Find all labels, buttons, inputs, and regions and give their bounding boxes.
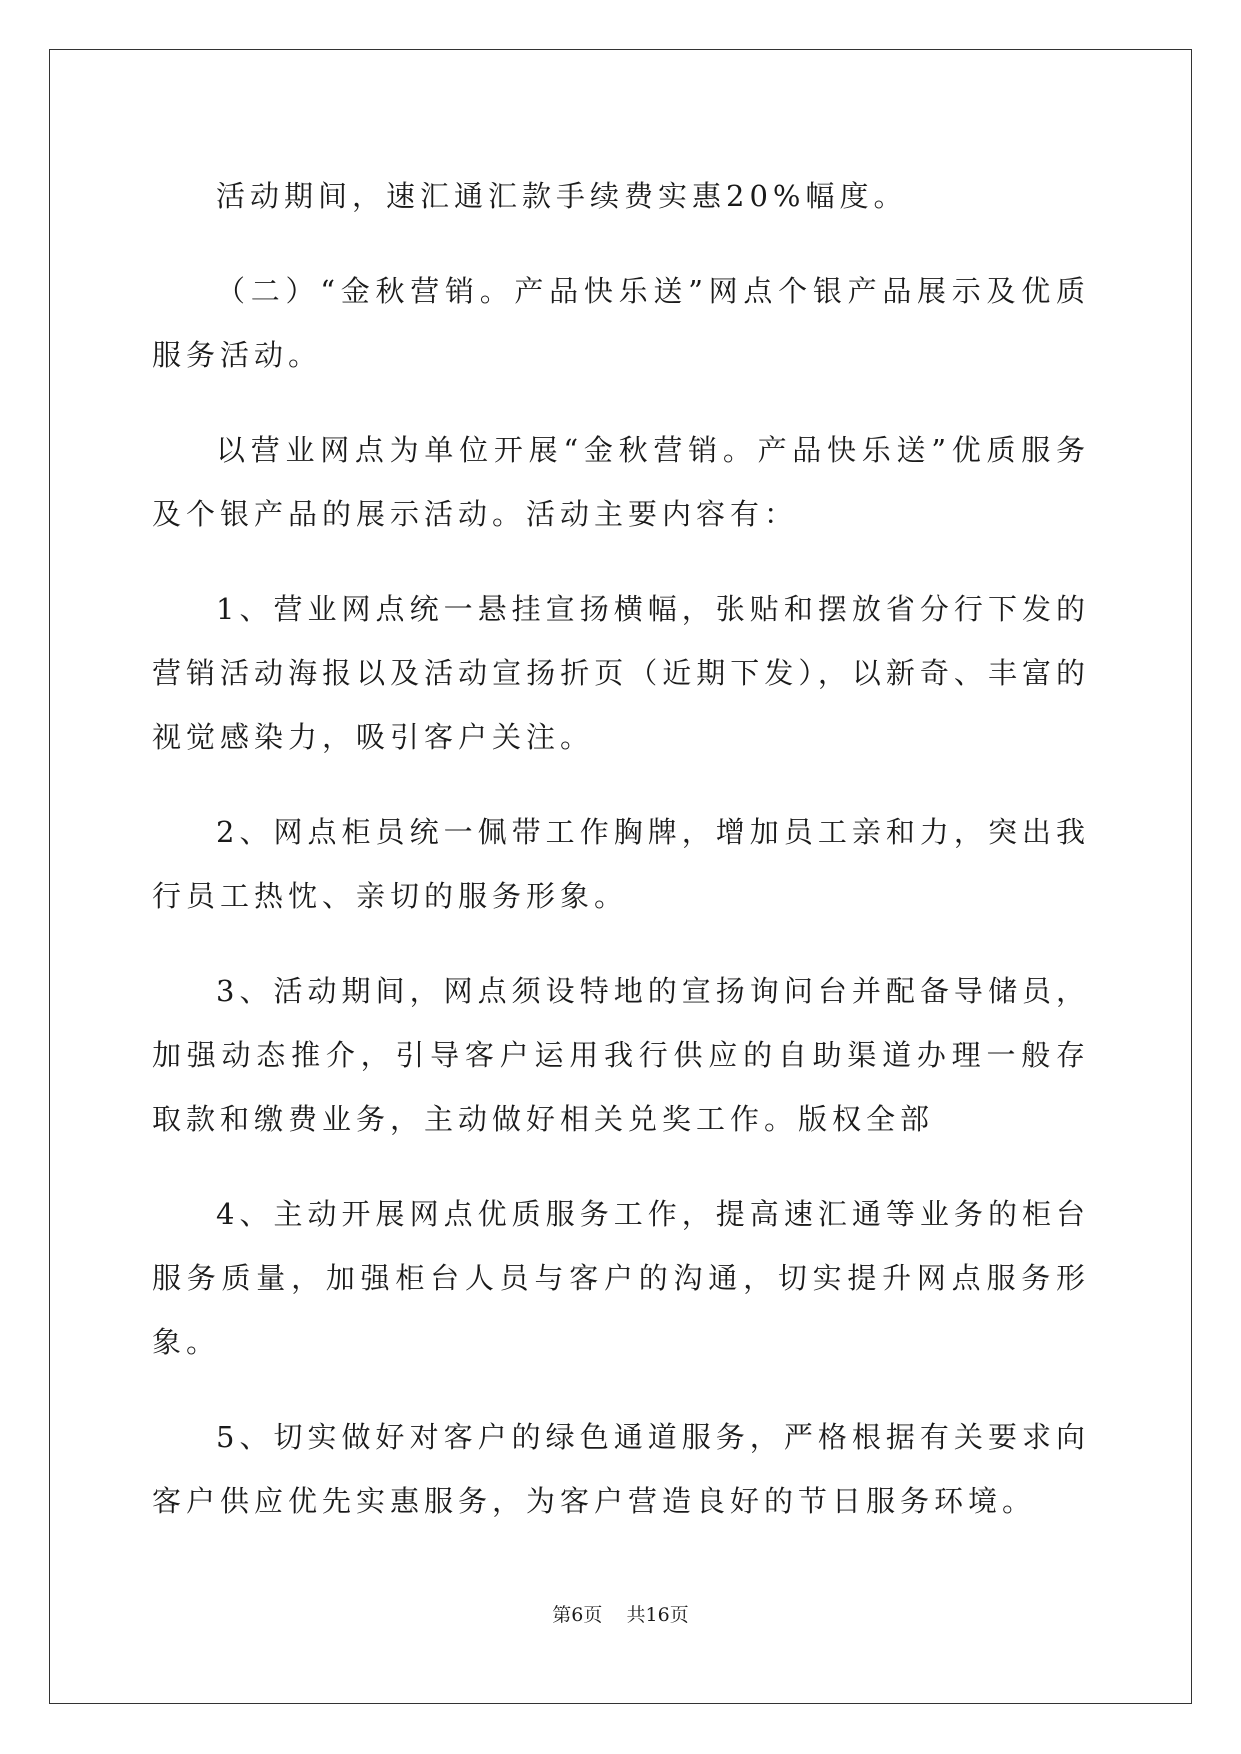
paragraph: 以营业网点为单位开展“金秋营销。产品快乐送”优质服务及个银产品的展示活动。活动主要内容有：: [152, 433, 1090, 531]
page-footer: [0, 1600, 1241, 1627]
paragraph: （二）“金秋营销。产品快乐送”网点个银产品展示及优质服务活动。: [152, 274, 1090, 372]
paragraph: 5、切实做好对客户的绿色通道服务，严格根据有关要求向客户供应优先实惠服务，为客户营造良好的节日服务环境。: [152, 1420, 1090, 1518]
paragraph: 活动期间，速汇通汇款手续费实惠20%幅度。: [216, 179, 908, 213]
paragraph: 1、营业网点统一悬挂宣扬横幅，张贴和摆放省分行下发的营销活动海报以及活动宣扬折页（近期下发），以新奇、丰富的视觉感染力，吸引客户关注。: [152, 592, 1090, 754]
paragraph: 3、活动期间，网点须设特地的宣扬询问台并配备导储员，加强动态推介，引导客户运用我行供应的自助渠道办理一般存取款和缴费业务，主动做好相关兑奖工作。版权全部: [152, 974, 1090, 1136]
document-body: [152, 164, 1090, 1533]
page-total: 共16页: [626, 1604, 689, 1626]
paragraph: 4、主动开展网点优质服务工作，提高速汇通等业务的柜台服务质量，加强柜台人员与客户的沟通，切实提升网点服务形象。: [152, 1197, 1090, 1359]
page-number: 第6页: [552, 1604, 603, 1626]
paragraph: 2、网点柜员统一佩带工作胸牌，增加员工亲和力，突出我行员工热忱、亲切的服务形象。: [152, 815, 1090, 913]
